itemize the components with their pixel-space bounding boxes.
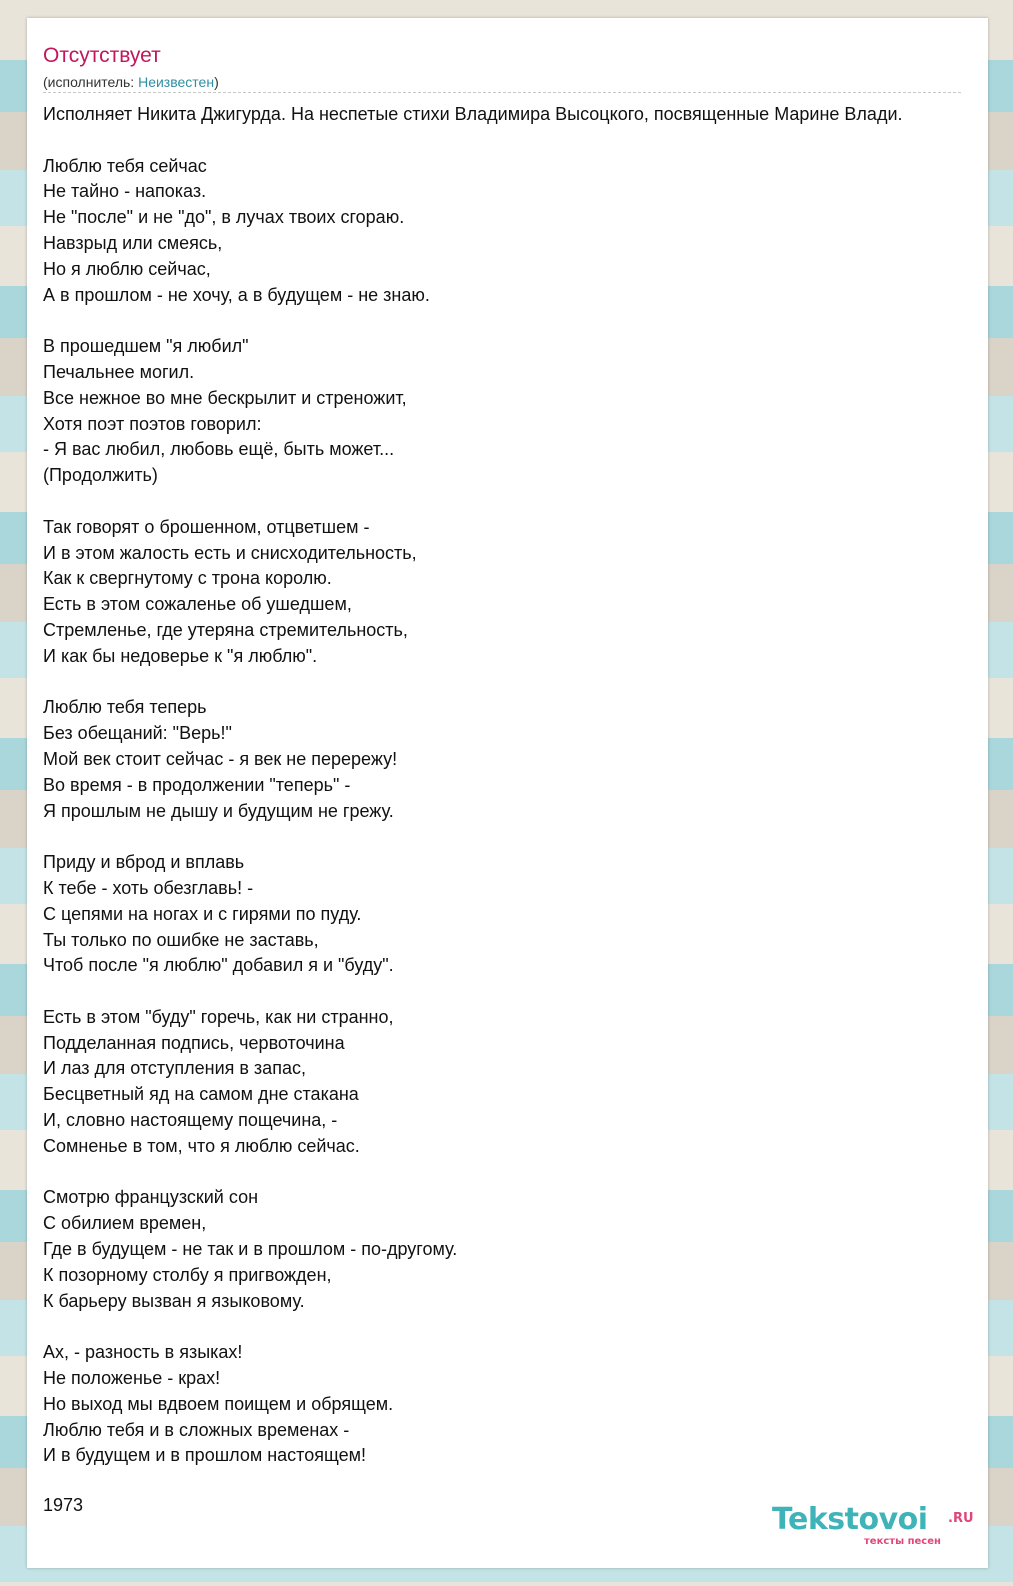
site-logo[interactable]	[772, 1503, 972, 1549]
lyric-line: Люблю тебя сейчас	[43, 155, 207, 176]
logo-tagline: тексты песен	[864, 1536, 941, 1547]
lyric-line: И, словно настоящему пощечина, -	[43, 1110, 338, 1131]
lyric-line: Я прошлым не дышу и будущим не грежу.	[43, 800, 394, 821]
lyric-line: Навзрыд или смеясь,	[43, 232, 223, 253]
lyric-line: Не "после" и не "до", в лучах твоих сгораю.	[43, 207, 405, 228]
lyric-line: К тебе - хоть обезглавь! -	[43, 877, 254, 898]
lyric-line: Есть в этом "буду" горечь, как ни странно,	[43, 1006, 394, 1027]
stanza-gap	[43, 1314, 903, 1340]
lyric-line: Как к свергнутому с трона королю.	[43, 568, 332, 589]
lyrics-card	[27, 18, 988, 1568]
lyric-line: Не положенье - крах!	[43, 1368, 221, 1389]
lyric-line: Исполняет Никита Джигурда. На неспетые стихи Владимира Высоцкого, посвященные Марине Влади.	[43, 104, 903, 124]
lyric-line: Есть в этом сожаленье об ушедшем,	[43, 594, 352, 615]
lyric-line: А в прошлом - не хочу, а в будущем - не знаю.	[43, 284, 430, 305]
lyric-line: С цепями на ногах и с гирями по пуду.	[43, 903, 362, 924]
artist-link[interactable]: Неизвестен	[138, 74, 215, 90]
lyric-line: Все нежное во мне бескрылит и стреножит,	[43, 387, 407, 408]
lyric-line: Где в будущем - не так и в прошлом - по-другому.	[43, 1239, 458, 1260]
stanza-gap	[43, 489, 903, 515]
lyric-line: Бесцветный яд на самом дне стакана	[43, 1084, 359, 1105]
lyric-line: Люблю тебя теперь	[43, 697, 207, 718]
lyric-line: Так говорят о брошенном, отцветшем -	[43, 516, 370, 537]
stanza-gap	[43, 128, 903, 154]
lyric-line: Подделанная подпись, червоточина	[43, 1032, 345, 1053]
lyric-line: Но я люблю сейчас,	[43, 258, 211, 279]
lyric-line: Хотя поэт поэтов говорил:	[43, 413, 262, 434]
logo-domain: .RU	[948, 1511, 974, 1526]
song-year: 1973	[43, 1495, 84, 1515]
lyric-line: С обилием времен,	[43, 1213, 207, 1234]
lyric-line: В прошедшем "я любил"	[43, 336, 249, 357]
lyric-line: Смотрю французский сон	[43, 1187, 259, 1208]
lyric-line: Люблю тебя и в сложных временах -	[43, 1419, 350, 1440]
lyric-line: Чтоб после "я люблю" добавил я и "буду".	[43, 955, 394, 976]
artist-suffix: )	[214, 74, 219, 90]
lyric-line: К барьеру вызван я языковому.	[43, 1290, 305, 1311]
lyric-line: Печальнее могил.	[43, 361, 195, 382]
lyric-line: Мой век стоит сейчас - я век не перережу!	[43, 748, 398, 769]
logo-wordmark: Tekstovoi	[772, 1502, 928, 1537]
lyric-line: Во время - в продолжении "теперь" -	[43, 774, 351, 795]
lyric-line: Но выход мы вдвоем поищем и обрящем.	[43, 1393, 394, 1414]
title-divider	[43, 92, 961, 93]
lyric-line: И в будущем и в прошлом настоящем!	[43, 1445, 366, 1466]
stanza-gap	[43, 1160, 903, 1186]
lyric-line: И как бы недоверье к "я люблю".	[43, 645, 318, 666]
lyric-line: Ах, - разность в языках!	[43, 1342, 243, 1363]
lyric-line: Приду и вброд и вплавь	[43, 852, 245, 873]
lyric-line: Не тайно - напоказ.	[43, 181, 207, 202]
artist-line	[43, 73, 219, 91]
stanza-gap	[43, 824, 903, 850]
stanza-gap	[43, 670, 903, 696]
lyric-line: И лаз для отступления в запас,	[43, 1058, 306, 1079]
artist-prefix: (исполнитель:	[43, 74, 139, 90]
lyric-line: И в этом жалость есть и снисходительность,	[43, 542, 417, 563]
lyric-line: Сомненье в том, что я люблю сейчас.	[43, 1135, 360, 1156]
lyric-line: Без обещаний: "Верь!"	[43, 723, 232, 744]
stanza-gap	[43, 308, 903, 334]
lyric-line: - Я вас любил, любовь ещё, быть может...	[43, 439, 395, 460]
song-title: Отсутствует	[43, 44, 161, 67]
lyric-line: К позорному столбу я пригвожден,	[43, 1264, 332, 1285]
stanza-gap	[43, 979, 903, 1005]
lyric-line: Стремленье, где утеряна стремительность,	[43, 619, 408, 640]
lyric-line: (Продолжить)	[43, 465, 158, 486]
lyric-line: Ты только по ошибке не заставь,	[43, 929, 319, 950]
lyrics-text	[43, 102, 903, 1469]
